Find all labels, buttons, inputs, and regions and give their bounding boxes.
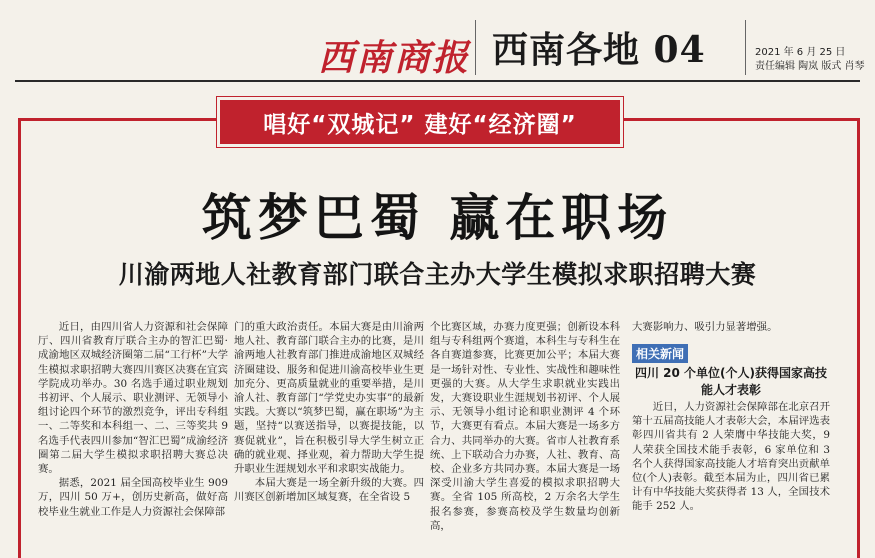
paragraph: 近日，由四川省人力资源和社会保障厅、四川省教育厅联合主办的智汇巴蜀·成渝地区双城经济圈第二届“工行杯”大学生模拟求职招聘大赛四川赛区决赛在宜宾学院成功举办。30 名选手通过职业规划书初评、个人展示、职业测评、无领导小组讨论四个环节的激烈竞争，评出专科组一、二等奖和本科组一、二、三等奖共 9 名选手代表四川参加“智汇巴蜀”成渝经济圈第二届大学生模拟求职招聘大赛总决赛。 <box>38 321 228 476</box>
paragraph: 个比赛区域，办赛力度更强；创新设本科组与专科组两个赛道，本科生与专科生在各自赛道参赛，比赛更加公平；本届大赛是一场针对性、专业性、实战性和趣味性更强的大赛。从大学生求职就业实践出发，大赛设职业生涯规划书初评、个人展示、无领导小组讨论和职业测评 4 个环节，大赛更有看点。本届大赛是一场多方合力、共同举办的大赛。省市人社教育系统、上下联动合力办赛，人社、教育、高校、企业多方共同办赛。本届大赛是一场深受川渝大学生喜爱的模拟求职招聘大赛。全省 105 所高校，2 万余名大学生报名参赛，参赛高校及学生数量均创新高， <box>430 321 620 532</box>
masthead-divider <box>475 20 476 75</box>
article-column-2 <box>234 320 424 549</box>
issue-meta <box>755 46 865 74</box>
topic-banner <box>220 100 620 144</box>
issue-date: 2021 年 6 月 25 日 <box>755 47 846 58</box>
paragraph: 大赛影响力、吸引力显著增强。 <box>632 321 778 333</box>
paragraph: 门的重大政治责任。本届大赛是由川渝两地人社、教育部门联合主办的比赛，是川渝两地人社教育部门推进成渝地区双城经济圈建设、服务和促进川渝高校毕业生更加充分、更高质量就业的重要举措，是川渝人社、教育部门“学党史办实事”的最新实践。大赛以“筑梦巴蜀，赢在职场”为主题，坚持“以赛送指导，以赛提技能，以赛促就业”，旨在积极引导大学生树立正确的就业观、择业观，着力帮助大学生提升职业生涯规划水平和求职实战能力。 <box>234 321 424 476</box>
article-headline: 筑梦巴蜀 赢在职场 <box>201 189 674 247</box>
masthead-rule <box>15 80 860 82</box>
masthead-divider <box>745 20 746 75</box>
newspaper-logo: 西南商报 <box>318 37 471 79</box>
paragraph: 据悉，2021 届全国高校毕业生 909 万，四川 50 万+，创历史新高，做好高校毕业生就业工作是人力资源社会保障部 <box>38 477 228 518</box>
related-news-body <box>632 400 830 549</box>
masthead <box>0 0 875 80</box>
paragraph: 本届大赛是一场全新升级的大赛。四川赛区创新增加区域复赛，在全省设 5 <box>234 477 424 504</box>
editors-credit: 责任编辑 陶岚 版式 肖琴 <box>755 61 865 72</box>
paragraph: 近日，人力资源社会保障部在北京召开第十五届高技能人才表彰大会，本届评选表彰四川省共有 2 人荣膺中华技能大奖，9 人荣获全国技术能手表彰，6 家单位和 3 名个人获得国家高技能人才培育突出贡献单位(个人)表彰。截至本届为止，四川省已累计有中华技能大奖获得者 13 人，全国技术能手 252 人。 <box>632 401 830 513</box>
topic-banner-text: 唱好“双城记” 建好“经济圈” <box>263 111 577 138</box>
related-news-title: 四川 20 个单位(个人)获得国家高技能人才表彰 <box>634 366 828 397</box>
article-column-4 <box>632 320 830 340</box>
related-news-tag: 相关新闻 <box>632 344 688 363</box>
section-title: 西南各地 04 <box>492 29 706 71</box>
related-news-box <box>632 343 830 399</box>
article-column-3 <box>430 320 620 549</box>
article-column-1 <box>38 320 228 549</box>
article-subhead: 川渝两地人社教育部门联合主办大学生模拟求职招聘大赛 <box>118 260 757 289</box>
